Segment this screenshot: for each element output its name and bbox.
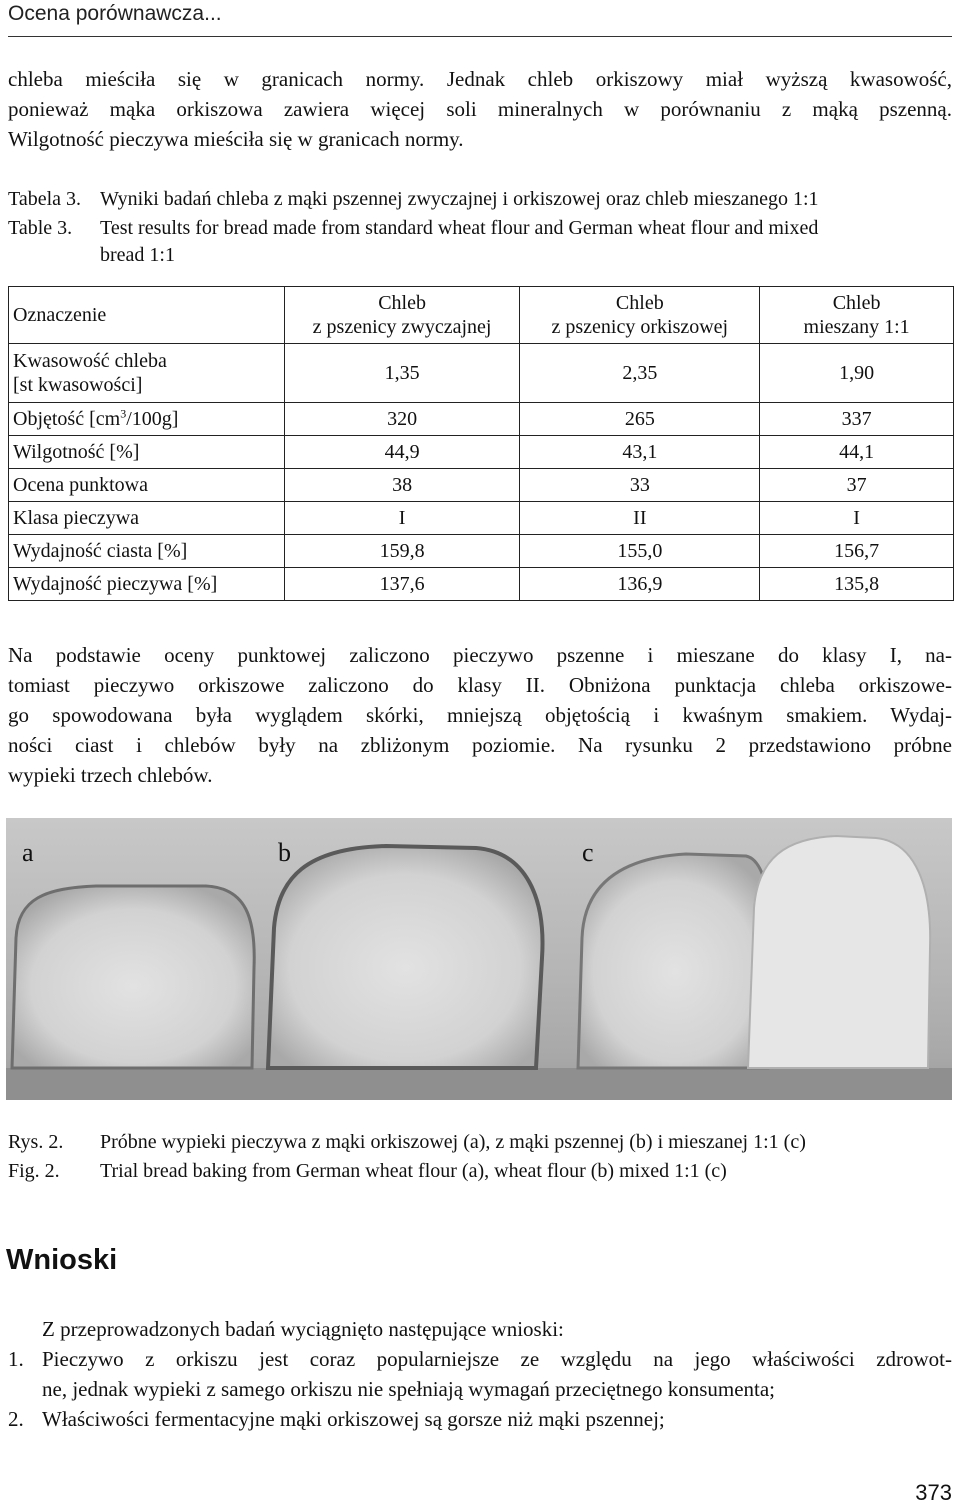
page-number: 373 bbox=[915, 1480, 952, 1505]
figure-caption bbox=[8, 1128, 952, 1186]
photo-label-c: c bbox=[582, 838, 594, 867]
table-row bbox=[9, 568, 954, 601]
photo-label-b: b bbox=[278, 838, 291, 867]
table-surface bbox=[6, 1068, 952, 1100]
paragraph-2 bbox=[8, 640, 952, 790]
loaf-a bbox=[12, 886, 254, 1068]
text-line: wypieki trzech chlebów. bbox=[8, 763, 213, 787]
table-caption-label-en: Table 3. bbox=[8, 217, 73, 239]
cell-value: 37 bbox=[760, 469, 954, 502]
table-row bbox=[9, 535, 954, 568]
row-label: Wilgotność [%] bbox=[9, 436, 285, 469]
table-row bbox=[9, 436, 954, 469]
table-caption-label-pl: Tabela 3. bbox=[8, 188, 82, 210]
figure-caption-label-en: Fig. 2. bbox=[8, 1160, 60, 1182]
section-heading: Wnioski bbox=[6, 1244, 118, 1276]
cell-value: 1,35 bbox=[284, 344, 520, 403]
cell-value: 33 bbox=[520, 469, 760, 502]
header-col-spelt: Chleb z pszenicy orkiszowej bbox=[520, 287, 760, 344]
list-text: ne, jednak wypieki z samego orkiszu nie spełniają wymagań przeciętnego konsumenta; bbox=[42, 1377, 776, 1401]
loaf-b bbox=[268, 846, 542, 1068]
figure-caption-text-pl: Próbne wypieki pieczywa z mąki orkiszowej (a), z mąki pszennej (b) i mieszanej 1:1 (c) bbox=[100, 1131, 806, 1153]
figure-caption-text-en: Trial bread baking from German wheat flour (a), wheat flour (b) mixed 1:1 (c) bbox=[100, 1160, 727, 1182]
list-item bbox=[8, 1344, 952, 1404]
table-row bbox=[9, 469, 954, 502]
cell-value: 44,1 bbox=[760, 436, 954, 469]
cell-value: 1,90 bbox=[760, 344, 954, 403]
table-caption bbox=[8, 186, 952, 269]
cell-value: I bbox=[284, 502, 520, 535]
text-line: go spowodowana była wyglądem skórki, mniejszą objętością i kwaśnym smakiem. Wydaj- bbox=[8, 703, 952, 727]
text-line: tomiast pieczywo orkiszowe zaliczono do klasy II. Obniżona punktacja chleba orkiszowe- bbox=[8, 673, 952, 697]
cell-value: 38 bbox=[284, 469, 520, 502]
text-line: Na podstawie oceny punktowej zaliczono pieczywo pszenne i mieszane do klasy I, na- bbox=[8, 643, 952, 667]
text-line: Wilgotność pieczywa mieściła się w granicach normy. bbox=[8, 127, 464, 151]
cell-value: 265 bbox=[520, 403, 760, 436]
list-text: Właściwości fermentacyjne mąki orkiszowej są gorsze niż mąki pszennej; bbox=[42, 1407, 665, 1431]
table-caption-text-en-cont: bread 1:1 bbox=[100, 244, 175, 266]
row-label: Klasa pieczywa bbox=[9, 502, 285, 535]
header-col-wheat: Chleb z pszenicy zwyczajnej bbox=[284, 287, 520, 344]
cell-value: 155,0 bbox=[520, 535, 760, 568]
cell-value: 320 bbox=[284, 403, 520, 436]
list-item bbox=[8, 1404, 952, 1434]
table-row bbox=[9, 502, 954, 535]
cell-value: 156,7 bbox=[760, 535, 954, 568]
cell-value: I bbox=[760, 502, 954, 535]
row-label: Objętość $[cm^3/100g]$ bbox=[9, 403, 285, 436]
row-label: Wydajność pieczywa [%] bbox=[9, 568, 285, 601]
header-rule bbox=[8, 36, 952, 37]
row-label: Wydajność ciasta [%] bbox=[9, 535, 285, 568]
header-oznaczenie: Oznaczenie bbox=[9, 287, 285, 344]
list-number: 1. bbox=[8, 1347, 24, 1371]
loaf-c-left bbox=[578, 854, 772, 1068]
table-caption-text-pl: Wyniki badań chleba z mąki pszennej zwyczajnej i orkiszowej oraz chleb mieszanego 1:1 bbox=[100, 188, 819, 210]
table-header-row bbox=[9, 287, 954, 344]
cell-value: 159,8 bbox=[284, 535, 520, 568]
row-label: Kwasowość chleba [st kwasowości] bbox=[9, 344, 285, 403]
list-number: 2. bbox=[8, 1407, 24, 1431]
conclusions-intro: Z przeprowadzonych badań wyciągnięto następujące wnioski: bbox=[42, 1317, 564, 1341]
figure-caption-label-pl: Rys. 2. bbox=[8, 1131, 64, 1153]
running-head: Ocena porównawcza... bbox=[8, 2, 222, 25]
cell-value: 43,1 bbox=[520, 436, 760, 469]
row-label: Ocena punktowa bbox=[9, 469, 285, 502]
list-text: Pieczywo z orkiszu jest coraz popularniejsze ze względu na jego właściwości zdrowot- bbox=[42, 1347, 952, 1371]
text-line: chleba mieściła się w granicach normy. Jednak chleb orkiszowy miał wyższą kwasowość, bbox=[8, 67, 952, 91]
table-row bbox=[9, 403, 954, 436]
cell-value: 136,9 bbox=[520, 568, 760, 601]
cell-value: 137,6 bbox=[284, 568, 520, 601]
cell-value: 44,9 bbox=[284, 436, 520, 469]
cell-value: 337 bbox=[760, 403, 954, 436]
bread-photo-drawing bbox=[6, 818, 952, 1100]
table-row bbox=[9, 344, 954, 403]
header-col-mixed: Chleb mieszany 1:1 bbox=[760, 287, 954, 344]
paragraph-1 bbox=[8, 64, 952, 154]
conclusions-list bbox=[8, 1344, 952, 1434]
loaf-c-right bbox=[748, 836, 930, 1068]
text-line: ponieważ mąka orkiszowa zawiera więcej soli mineralnych w porównaniu z mąką pszenną. bbox=[8, 97, 952, 121]
results-table bbox=[8, 286, 954, 601]
cell-value: II bbox=[520, 502, 760, 535]
text-line: ności ciast i chlebów były na zbliżonym poziomie. Na rysunku 2 przedstawiono próbne bbox=[8, 733, 952, 757]
table-caption-text-en: Test results for bread made from standard wheat flour and German wheat flour and mixed bbox=[100, 217, 819, 239]
cell-value: 135,8 bbox=[760, 568, 954, 601]
photo-label-a: a bbox=[22, 838, 34, 867]
bread-photo bbox=[6, 818, 952, 1100]
cell-value: 2,35 bbox=[520, 344, 760, 403]
